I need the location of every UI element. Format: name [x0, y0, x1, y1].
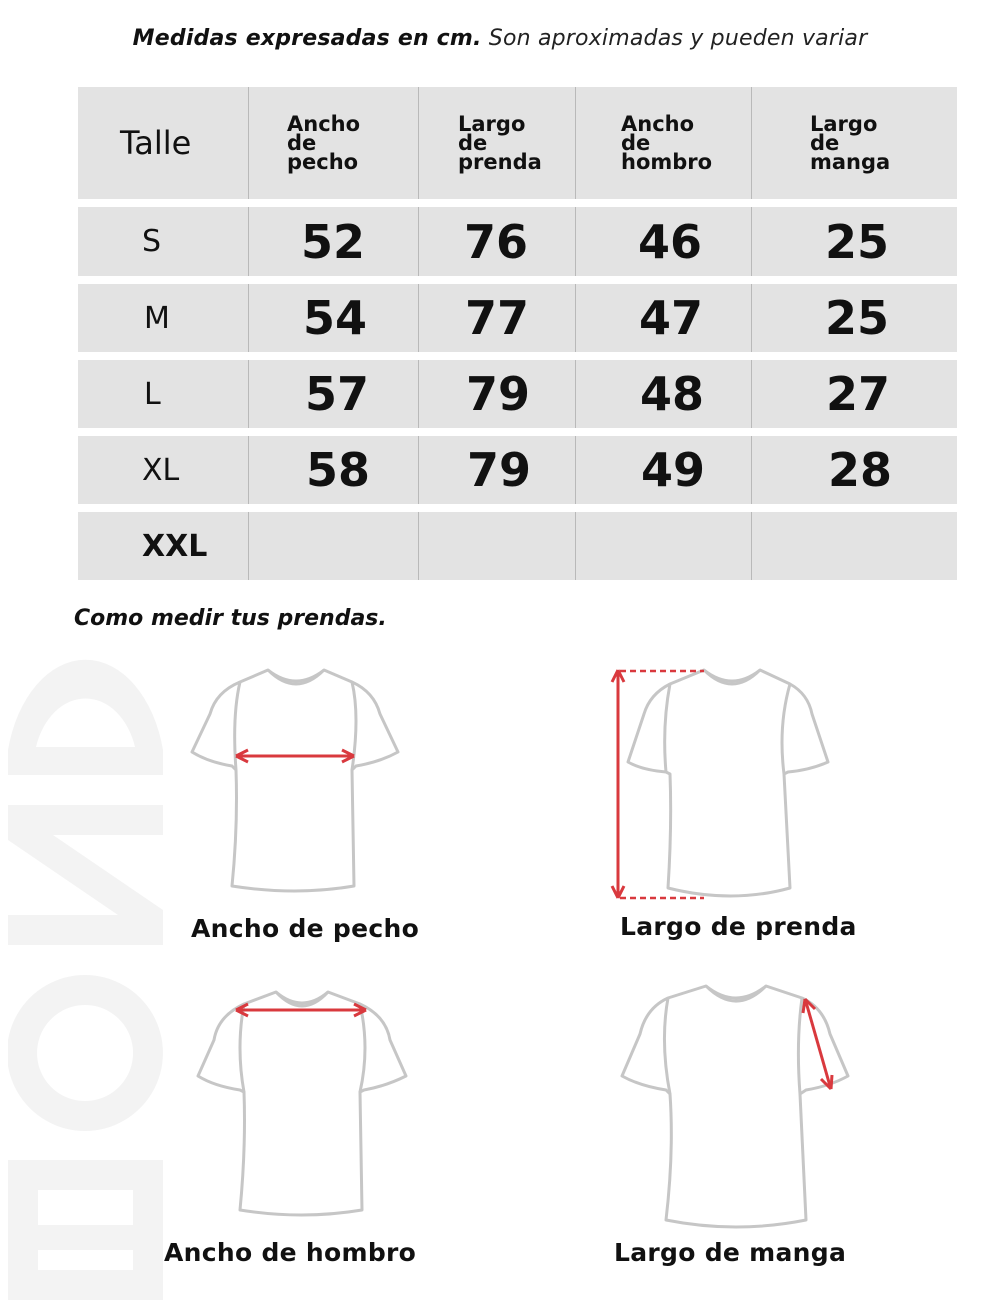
- note-rest: Son aproximadas y pueden variar: [488, 26, 868, 51]
- table-row: [78, 207, 957, 276]
- measurement-note: [0, 26, 1000, 51]
- how-to-measure-title: Como medir tus prendas.: [74, 606, 387, 631]
- value-cell: [278, 512, 388, 580]
- header-talle: Talle: [120, 124, 192, 162]
- value-cell: 49: [640, 443, 705, 497]
- value-cell: 76: [463, 214, 528, 269]
- note-bold: Medidas expresadas en cm.: [132, 26, 482, 51]
- value-cell: 57: [304, 367, 369, 421]
- value-cell: [441, 512, 551, 580]
- value-cell: 25: [824, 291, 889, 345]
- value-cell: 58: [305, 443, 370, 497]
- size-label: L: [144, 376, 161, 412]
- value-cell: 79: [466, 443, 531, 497]
- tshirt-shoulder-width-icon: [196, 988, 408, 1218]
- size-label: S: [142, 224, 162, 259]
- value-cell: 25: [824, 214, 889, 269]
- size-label: M: [144, 300, 170, 336]
- value-cell: 28: [827, 443, 892, 497]
- value-cell: [615, 512, 725, 580]
- header-largo-manga: Largo de manga: [810, 111, 891, 174]
- tshirt-chest-width-icon: [190, 666, 402, 894]
- figure-label: Largo de prenda: [620, 912, 857, 941]
- figure-label: Ancho de pecho: [191, 914, 420, 943]
- value-cell: 46: [637, 214, 702, 269]
- size-label: XXL: [142, 528, 208, 564]
- size-label: XL: [142, 452, 180, 488]
- table-row: [78, 512, 957, 580]
- value-cell: 79: [465, 367, 530, 421]
- value-cell: 52: [300, 214, 365, 269]
- header-ancho-hombro: Ancho de hombro: [621, 111, 713, 174]
- value-cell: 27: [825, 367, 890, 421]
- figure-label: Largo de manga: [614, 1238, 847, 1267]
- header-largo-prenda: Largo de prenda: [458, 111, 542, 174]
- value-cell: 48: [639, 367, 704, 421]
- value-cell: 47: [638, 291, 703, 345]
- table-row: [78, 436, 957, 504]
- table-header-row: [78, 87, 957, 199]
- value-cell: 77: [464, 291, 529, 345]
- figure-label: Ancho de hombro: [164, 1238, 417, 1267]
- bond-watermark-logo: [8, 620, 163, 1300]
- table-row: [78, 360, 957, 428]
- header-ancho-pecho: Ancho de pecho: [287, 111, 361, 174]
- value-cell: 54: [302, 291, 367, 345]
- tshirt-sleeve-length-icon: [620, 982, 852, 1230]
- table-row: [78, 284, 957, 352]
- value-cell: [802, 512, 912, 580]
- tshirt-length-icon: [608, 666, 834, 902]
